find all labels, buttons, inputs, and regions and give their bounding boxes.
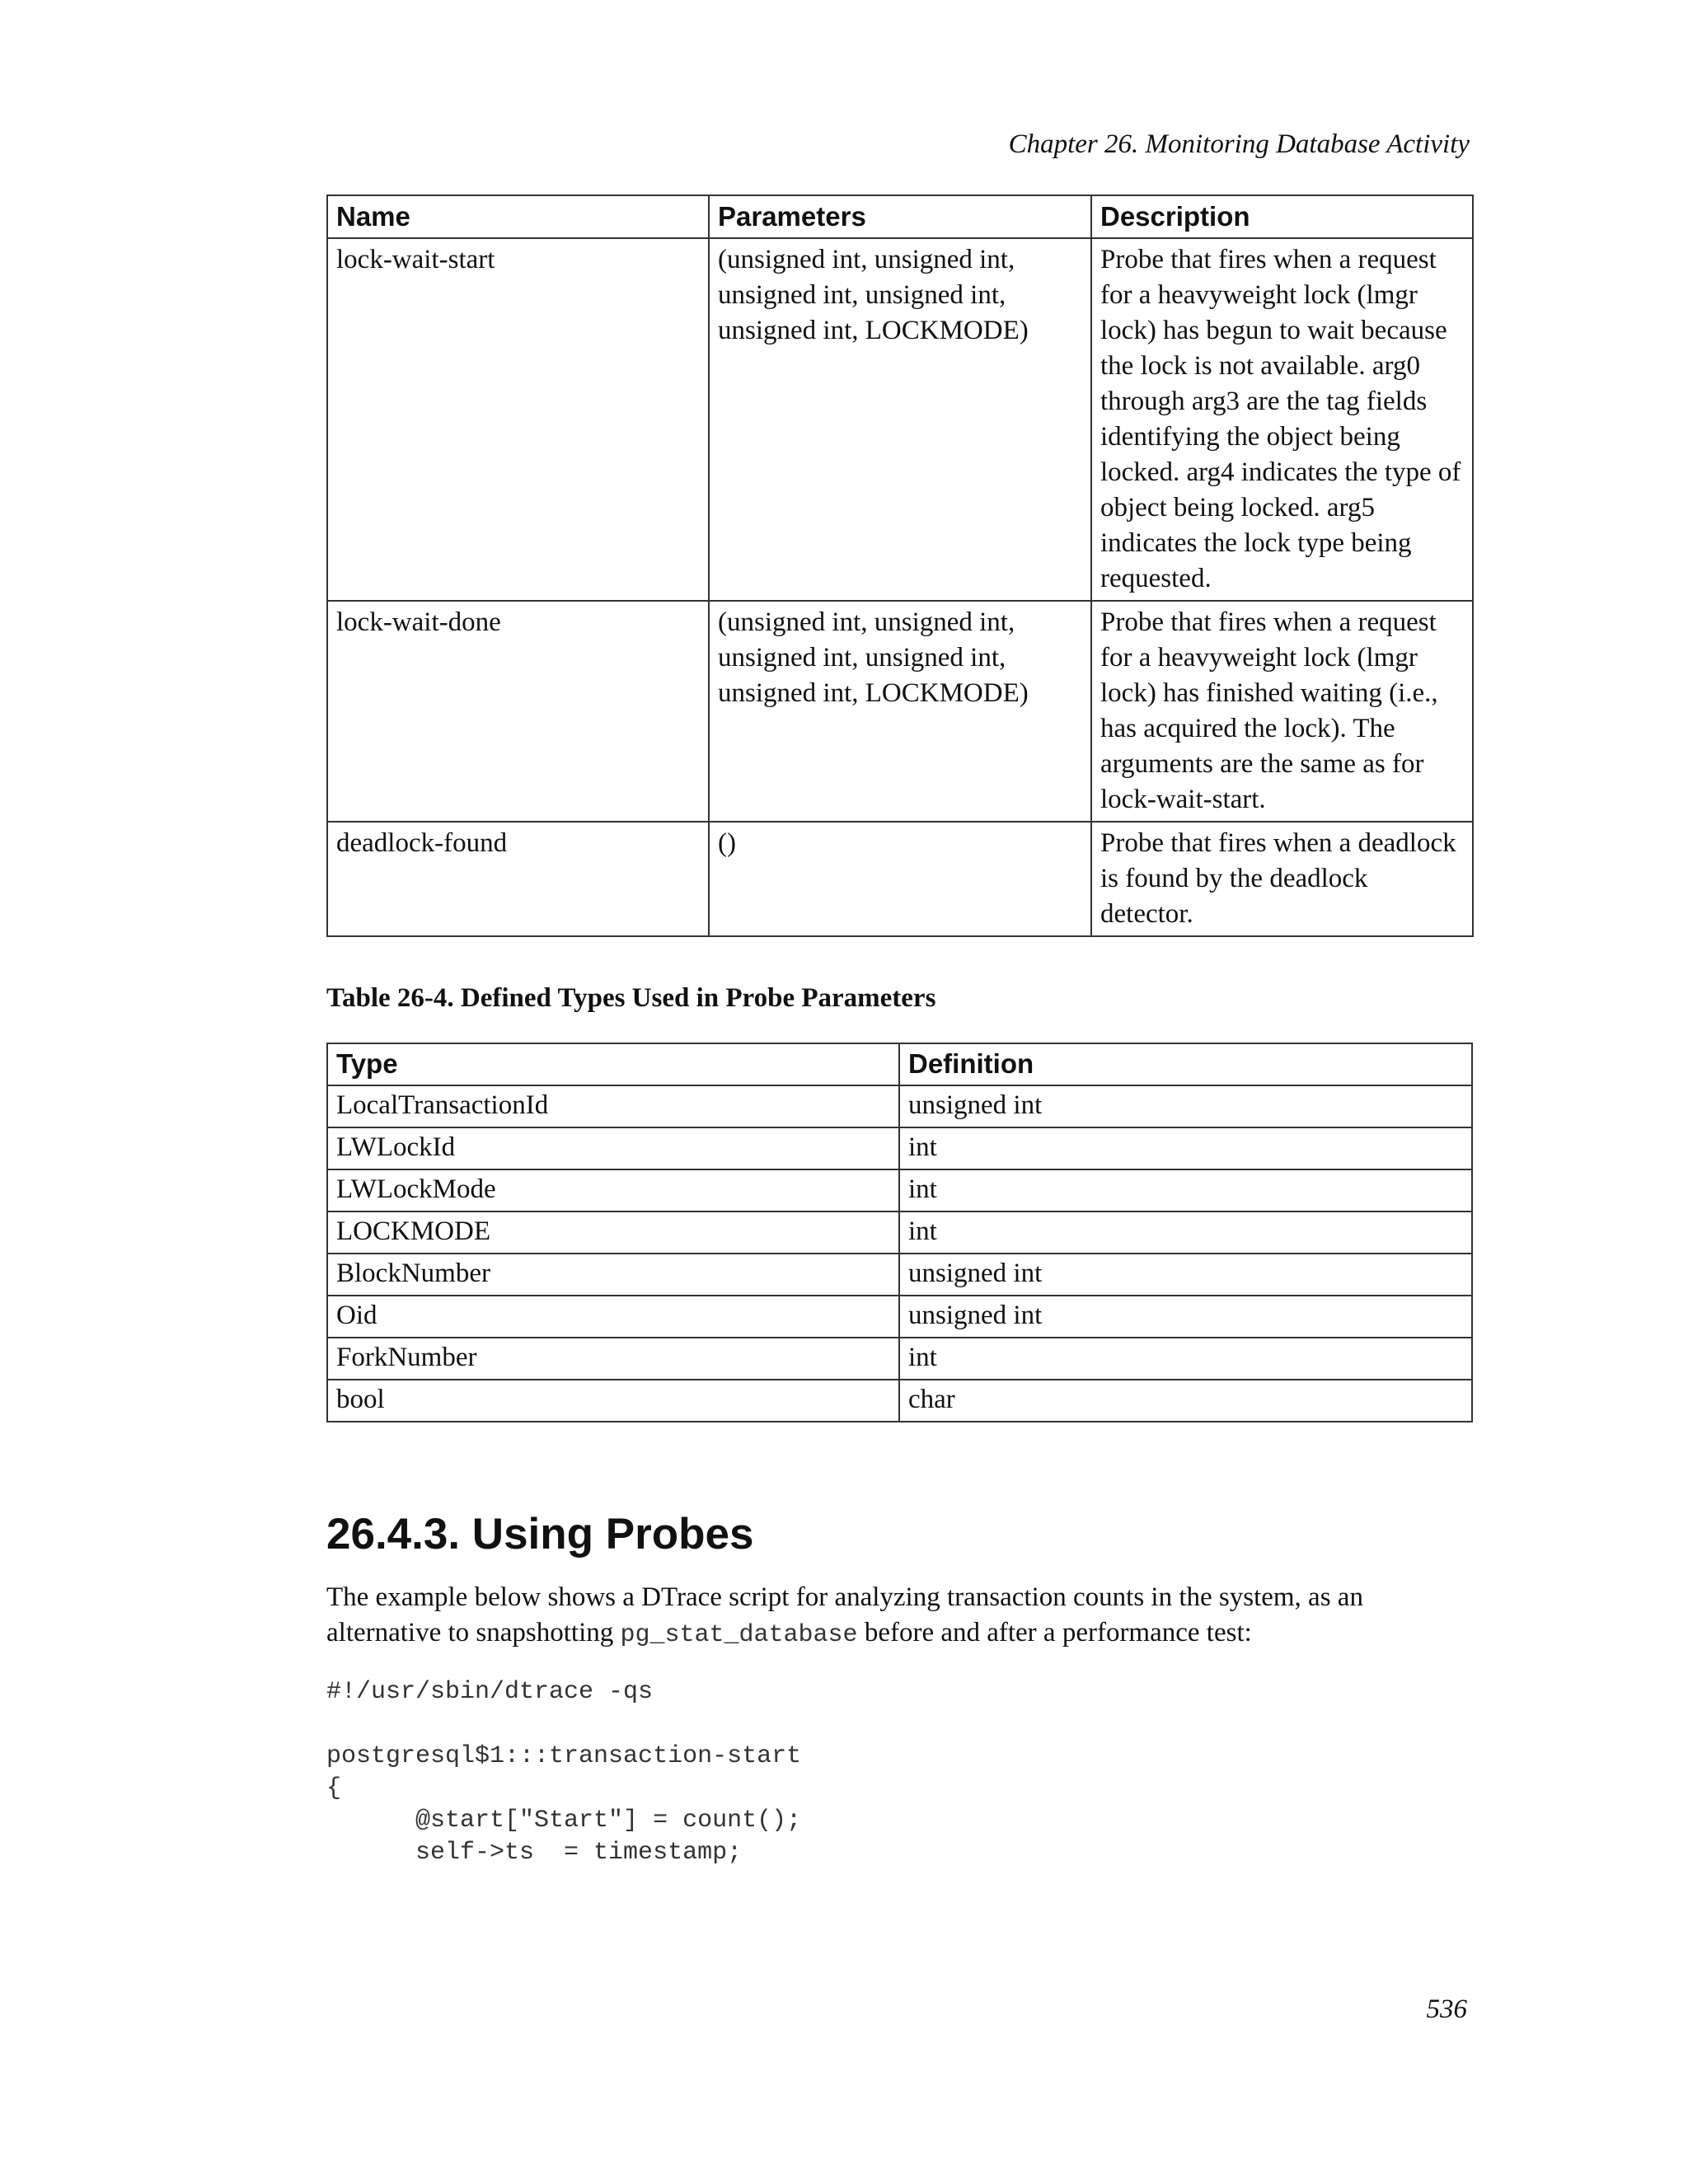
table-row: [327, 1169, 1472, 1212]
type-definition: int: [899, 1338, 1472, 1380]
type-definition: int: [899, 1127, 1472, 1169]
table-row: [327, 601, 1473, 822]
type-name: ForkNumber: [327, 1338, 899, 1380]
table-row: [327, 1380, 1472, 1422]
type-name: BlockNumber: [327, 1254, 899, 1296]
type-definition: int: [899, 1212, 1472, 1254]
table-row: [327, 238, 1473, 601]
probe-description: Probe that fires when a request for a heavyweight lock (lmgr lock) has begun to wait because the lock is not available. arg0 through arg3 are the tag fields identifying the object being locked. arg4 indicates the type of object being locked. arg5 indicates the lock type being requested.: [1091, 238, 1473, 601]
type-definition: int: [899, 1169, 1472, 1212]
probe-description: Probe that fires when a deadlock is found by the deadlock detector.: [1091, 822, 1473, 936]
table-row: [327, 1127, 1472, 1169]
type-name: bool: [327, 1380, 899, 1422]
section-title: 26.4.3. Using Probes: [326, 1510, 754, 1558]
probe-name: lock-wait-done: [327, 601, 709, 822]
column-header-parameters: Parameters: [709, 195, 1091, 238]
table-caption: Table 26-4. Defined Types Used in Probe Parameters: [326, 983, 936, 1013]
probe-parameters: (): [709, 822, 1091, 936]
probe-name: lock-wait-start: [327, 238, 709, 601]
probe-table: [326, 194, 1474, 937]
table-row: [327, 1085, 1472, 1127]
inline-code: pg_stat_database: [620, 1621, 858, 1649]
code-block: #!/usr/sbin/dtrace -qs postgresql$1:::transaction-start { @start["Start"] = count(); self->ts = timestamp;: [326, 1678, 802, 1867]
type-name: LocalTransactionId: [327, 1085, 899, 1127]
type-definition: unsigned int: [899, 1296, 1472, 1338]
probe-parameters: (unsigned int, unsigned int, unsigned int, unsigned int, unsigned int, LOCKMODE): [709, 238, 1091, 601]
table-row: [327, 1212, 1472, 1254]
column-header-definition: Definition: [899, 1043, 1472, 1085]
body-paragraph: [326, 1580, 1476, 1653]
paragraph-text-after: before and after a performance test:: [857, 1618, 1252, 1647]
table-row: [327, 822, 1473, 936]
type-name: LWLockId: [327, 1127, 899, 1169]
type-name: LOCKMODE: [327, 1212, 899, 1254]
type-definition: char: [899, 1380, 1472, 1422]
running-header: Chapter 26. Monitoring Database Activity: [1008, 129, 1470, 159]
table-row: [327, 1296, 1472, 1338]
column-header-type: Type: [327, 1043, 899, 1085]
type-name: LWLockMode: [327, 1169, 899, 1212]
types-table: [326, 1043, 1473, 1422]
table-header-row: [327, 1043, 1472, 1085]
table-row: [327, 1338, 1472, 1380]
table-header-row: [327, 195, 1473, 238]
probe-parameters: (unsigned int, unsigned int, unsigned int, unsigned int, unsigned int, LOCKMODE): [709, 601, 1091, 822]
type-name: Oid: [327, 1296, 899, 1338]
page-number: 536: [1426, 1994, 1467, 2024]
type-definition: unsigned int: [899, 1254, 1472, 1296]
column-header-description: Description: [1091, 195, 1473, 238]
type-definition: unsigned int: [899, 1085, 1472, 1127]
paragraph-text-before: The example below shows a DTrace script for analyzing transaction counts in the system, as an alternative to snapshotting: [326, 1582, 1363, 1647]
table-row: [327, 1254, 1472, 1296]
probe-description: Probe that fires when a request for a heavyweight lock (lmgr lock) has finished waiting (i.e., has acquired the lock). The arguments are the same as for lock-wait-start.: [1091, 601, 1473, 822]
probe-name: deadlock-found: [327, 822, 709, 936]
column-header-name: Name: [327, 195, 709, 238]
